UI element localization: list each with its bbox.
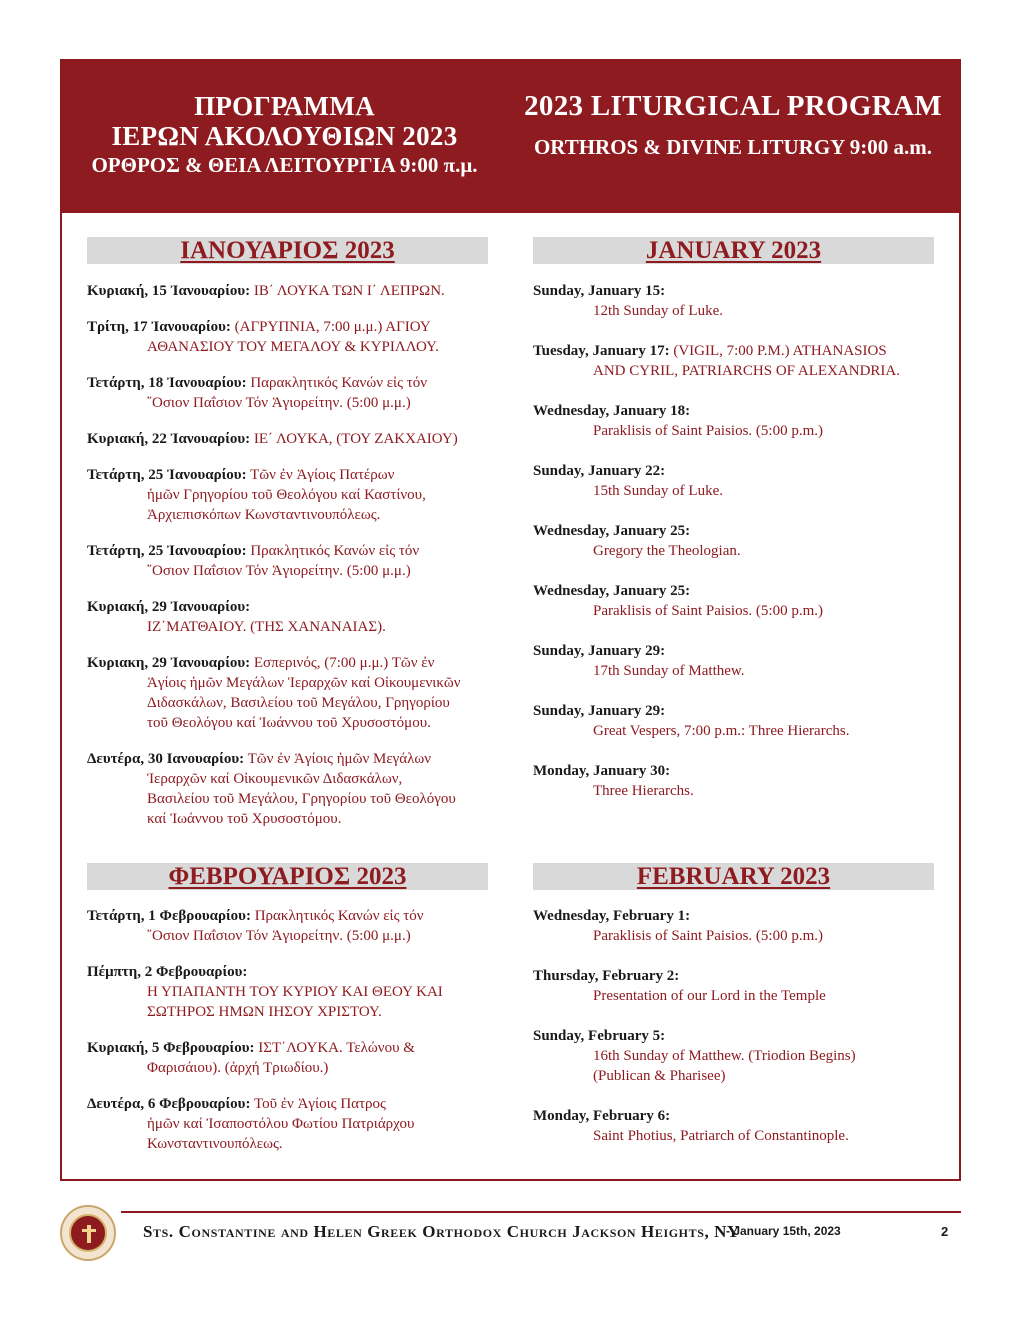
list-item: [87, 373, 497, 413]
entry-text: Πρακλητικός Κανών εἰς τόν: [254, 908, 424, 924]
entry-text: Εσπερινός, (7:00 μ.μ.) Τῶν ἐν: [253, 655, 435, 671]
footer-rule: [121, 1211, 961, 1213]
entry-date: Τετάρτη, 25 Ἰανουαρίου:: [87, 467, 247, 483]
entry-date: Κυριακή, 15 Ἰανουαρίου:: [87, 283, 251, 299]
list-item: [87, 597, 497, 637]
entry-date: Wednesday, January 18:: [533, 403, 691, 419]
entry-text: ΙΣΤ΄ΛΟΥΚΑ. Τελώνου &: [258, 1040, 415, 1056]
month-heading-label: FEBRUARY 2023: [636, 863, 831, 890]
entry-date: Κυριακή, 29 Ἰανουαρίου:: [87, 599, 251, 615]
greek-title-line1: ΠΡΟΓΡΑΜΜΑ: [194, 91, 375, 121]
list-item: [533, 401, 953, 441]
entry-text-continued: ῞Οσιον Παΐσιον Τόν Ἁγιορείτην. (5:00 μ.μ.): [147, 395, 411, 411]
entry-date: Wednesday, January 25:: [533, 523, 691, 539]
list-item: [533, 761, 953, 801]
greek-subtitle: ΟΡΘΡΟΣ & ΘΕΙΑ ΛΕΙΤΟΥΡΓΙΑ 9:00 π.μ.: [91, 153, 478, 177]
entry-text: (VIGIL, 7:00 P.M.) ATHANASIOS: [673, 343, 887, 359]
list-item: [533, 461, 953, 501]
english-title-block: [507, 89, 959, 161]
list-item: [87, 653, 497, 733]
list-item: [533, 281, 953, 321]
entry-text-continued: ῞Οσιον Παΐσιον Τόν Ἁγιορείτην. (5:00 μ.μ.): [147, 563, 411, 579]
month-heading-february-english: [533, 863, 934, 890]
entry-text: Πρακλητικός Κανών εἰς τόν: [250, 543, 420, 559]
month-heading-january-english: [533, 237, 934, 264]
entry-text-continued: Paraklisis of Saint Paisios. (5:00 p.m.): [593, 928, 823, 944]
entry-date: Sunday, February 5:: [533, 1028, 666, 1044]
entry-text: ΙΒ΄ ΛΟΥΚΑ ΤΩΝ Ι΄ ΛΕΠΡΩΝ.: [253, 283, 445, 299]
entry-date: Tuesday, January 17:: [533, 343, 670, 359]
entry-date: Wednesday, January 25:: [533, 583, 691, 599]
month-heading-label: ΙΑΝΟΥΑΡΙΟΣ 2023: [180, 237, 395, 264]
entry-text-continued: Paraklisis of Saint Paisios. (5:00 p.m.): [593, 603, 823, 619]
list-item: [87, 1094, 497, 1154]
entry-date: Sunday, January 29:: [533, 643, 666, 659]
list-item: [87, 749, 497, 829]
month-heading-label: ΦΕΒΡΟΥΑΡΙΟΣ 2023: [168, 863, 407, 890]
entry-text-continued: Κωνσταντινουπόλεως.: [147, 1136, 283, 1152]
entry-text-continued: 12th Sunday of Luke.: [593, 303, 723, 319]
entry-date: Τετάρτη, 1 Φεβρουαρίου:: [87, 908, 251, 924]
month-heading-january-greek: [87, 237, 488, 264]
entry-text-continued: Great Vespers, 7:00 p.m.: Three Hierarchs.: [593, 723, 850, 739]
february-english-list: [533, 906, 953, 1166]
list-item: [87, 317, 497, 357]
list-item: [533, 641, 953, 681]
entry-text: Τῶν ἐν Ἁγίοις Πατέρων: [250, 467, 395, 483]
entry-text-continued: Gregory the Theologian.: [593, 543, 741, 559]
list-item: [533, 701, 953, 741]
english-subtitle: ORTHROS & DIVINE LITURGY 9:00 a.m.: [533, 135, 933, 159]
month-heading-label: JANUARY 2023: [645, 237, 822, 264]
list-item: [533, 1106, 953, 1146]
entry-text-continued: 16th Sunday of Matthew. (Triodion Begins): [593, 1048, 856, 1064]
february-greek-list: [87, 906, 497, 1170]
entry-date: Wednesday, February 1:: [533, 908, 691, 924]
entry-text-continued: Φαρισάιου). (ἀρχή Τριωδίου.): [147, 1060, 329, 1076]
january-english-list: [533, 281, 953, 821]
header-banner: [62, 61, 959, 213]
entry-date: Δευτέρα, 30 Ιανουαρίου:: [87, 751, 245, 767]
entry-text: Παρακλητικός Κανών εἰς τόν: [250, 375, 428, 391]
entry-text-continued: ἡμῶν καί Ἰσαποστόλου Φωτίου Πατριάρχου: [147, 1116, 415, 1132]
entry-date: Τρίτη, 17 Ἰανουαρίου:: [87, 319, 231, 335]
entry-date: Κυριακη, 29 Ἰανουαρίου:: [87, 655, 251, 671]
footer-church-name: Sts. Constantine and Helen Greek Orthodox Church Jackson Heights, NY: [143, 1222, 740, 1241]
list-item: [87, 541, 497, 581]
entry-date: Monday, February 6:: [533, 1108, 671, 1124]
entry-text-continued: ῞Οσιον Παΐσιον Τόν Ἁγιορείτην. (5:00 μ.μ.): [147, 928, 411, 944]
entry-text-continued: ΑΘΑΝΑΣΙΟΥ ΤΟΥ ΜΕΓΑΛΟΥ & ΚΥΡΙΛΛΟΥ.: [147, 339, 439, 355]
list-item: [87, 906, 497, 946]
entry-date: Τετάρτη, 25 Ἰανουαρίου:: [87, 543, 247, 559]
january-greek-list: [87, 281, 497, 845]
cross-icon: [87, 1225, 91, 1243]
entry-date: Κυριακή, 5 Φεβρουαρίου:: [87, 1040, 255, 1056]
footer-date: - January 15th, 2023: [726, 1224, 841, 1238]
entry-text-continued: τοῦ Θεολόγου καί Ἰωάννου τοῦ Χρυσοστόμου.: [147, 715, 431, 731]
entry-text-continued: Βασιλείου τοῦ Μεγάλου, Γρηγορίου τοῦ Θεολόγου: [147, 791, 456, 807]
entry-text-continued: Saint Photius, Patriarch of Constantinople.: [593, 1128, 849, 1144]
entry-text-continued: Three Hierarchs.: [593, 783, 694, 799]
greek-title-line2: ΙΕΡΩΝ ΑΚΟΛΟΥΘΙΩΝ 2023: [111, 121, 458, 151]
greek-title-block: [62, 91, 507, 179]
entry-date: Monday, January 30:: [533, 763, 671, 779]
entry-text: Τῶν ἐν Ἁγίοις ἡμῶν Μεγάλων: [247, 751, 432, 767]
list-item: [87, 962, 497, 1022]
entry-text-continued: AND CYRIL, PATRIARCHS OF ALEXANDRIA.: [593, 363, 900, 379]
entry-text-continued: ΣΩΤΗΡΟΣ ΗΜΩΝ ΙΗΣΟΥ ΧΡΙΣΤΟΥ.: [147, 1004, 382, 1020]
cross-bar: [82, 1229, 96, 1232]
list-item: [87, 465, 497, 525]
entry-text-continued: ἡμῶν Γρηγορίου τοῦ Θεολόγου καί Καστίνου,: [147, 487, 426, 503]
entry-text-continued: Ἀρχιεπισκόπων Κωνσταντινουπόλεως.: [147, 507, 381, 523]
month-heading-february-greek: [87, 863, 488, 890]
entry-text-continued: Paraklisis of Saint Paisios. (5:00 p.m.): [593, 423, 823, 439]
entry-date: Sunday, January 15:: [533, 283, 666, 299]
entry-date: Thursday, February 2:: [533, 968, 680, 984]
list-item: [87, 1038, 497, 1078]
entry-text-continued: ΙΖ΄ΜΑΤΘΑΙΟΥ. (ΤΗΣ ΧΑΝΑΝΑΙΑΣ).: [147, 619, 386, 635]
entry-text: ΙΕ΄ ΛΟΥΚΑ, (ΤΟΥ ΖΑΚΧΑΙΟΥ): [253, 431, 458, 447]
entry-text-continued: Η ΥΠΑΠΑΝΤΗ ΤΟΥ ΚΥΡΙΟΥ ΚΑΙ ΘΕΟΥ ΚΑΙ: [147, 984, 443, 1000]
list-item: [533, 966, 953, 1006]
page-number: 2: [941, 1224, 949, 1239]
entry-date: Δευτέρα, 6 Φεβρουαρίου:: [87, 1096, 251, 1112]
entry-date: Sunday, January 22:: [533, 463, 666, 479]
list-item: [87, 429, 497, 449]
entry-text: (ΑΓΡΥΠΝΙΑ, 7:00 μ.μ.) ΑΓΙΟΥ: [234, 319, 431, 335]
entry-date: Τετάρτη, 18 Ἰανουαρίου:: [87, 375, 247, 391]
entry-text-continued: (Publican & Pharisee): [593, 1068, 726, 1084]
list-item: [533, 341, 953, 381]
entry-text-continued: Presentation of our Lord in the Temple: [593, 988, 826, 1004]
list-item: [533, 581, 953, 621]
list-item: [533, 1026, 953, 1086]
entry-text-continued: καί Ἰωάννου τοῦ Χρυσοστόμου.: [147, 811, 342, 827]
entry-text-continued: Ἁγίοις ἡμῶν Μεγάλων Ἱεραρχῶν καί Οἰκουμενικῶν: [147, 675, 461, 691]
church-seal-icon: [60, 1205, 116, 1261]
seal-center: [69, 1214, 107, 1252]
english-title: 2023 LITURGICAL PROGRAM: [524, 90, 942, 122]
entry-text-continued: Διδασκάλων, Βασιλείου τοῦ Μεγάλου, Γρηγορίου: [147, 695, 450, 711]
list-item: [533, 906, 953, 946]
entry-text-continued: 17th Sunday of Matthew.: [593, 663, 745, 679]
entry-text: Τοῦ ἐν Ἁγίοις Πατρος: [253, 1096, 386, 1112]
entry-date: Sunday, January 29:: [533, 703, 666, 719]
entry-text-continued: 15th Sunday of Luke.: [593, 483, 723, 499]
list-item: [533, 521, 953, 561]
entry-text-continued: Ἱεραρχῶν καί Οἰκουμενικῶν Διδασκάλων,: [147, 771, 403, 787]
entry-date: Πέμπτη, 2 Φεβρουαρίου:: [87, 964, 248, 980]
entry-date: Κυριακή, 22 Ἰανουαρίου:: [87, 431, 251, 447]
list-item: [87, 281, 497, 301]
